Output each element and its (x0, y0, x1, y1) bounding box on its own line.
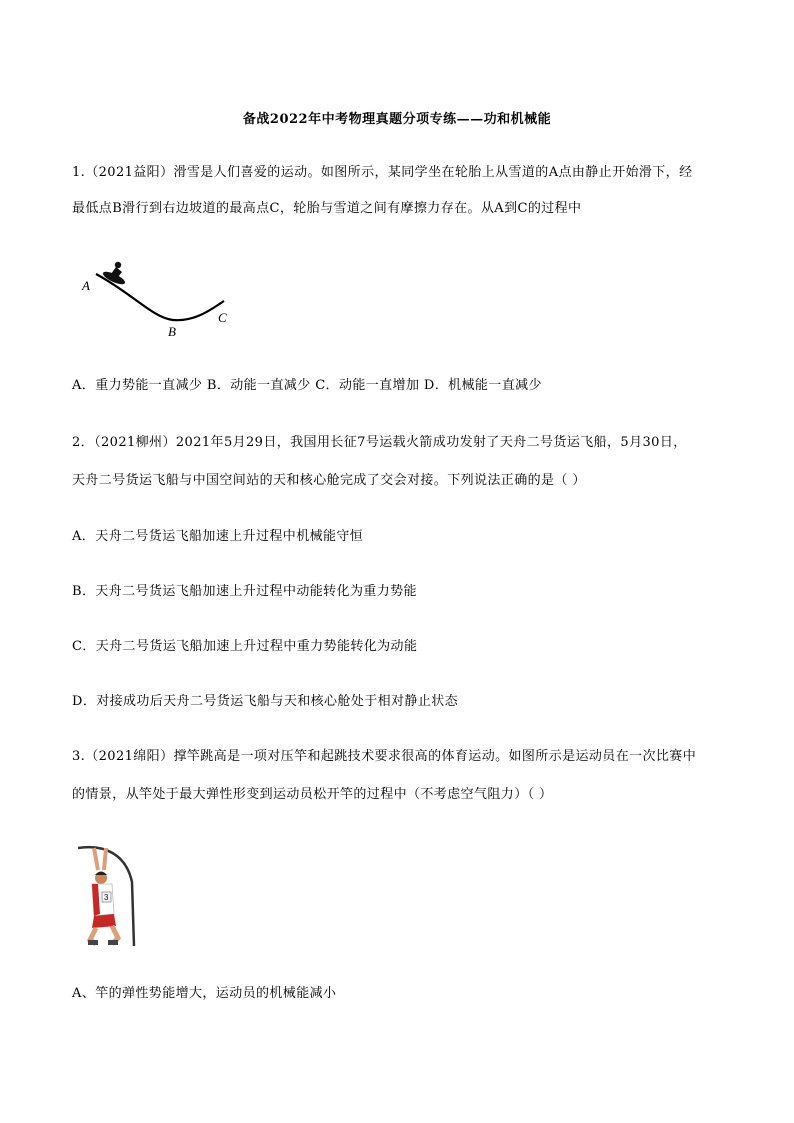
q1-text-line1: 1.（2021益阳）滑雪是人们喜爱的运动。如图所示，某同学坐在轮胎上从雪道的A点由静止开始滑下，经 (72, 165, 693, 180)
label-point-c: C (218, 310, 227, 325)
q3-text-line1: 3.（2021绵阳）撑竿跳高是一项对压竿和起跳技术要求很高的体育运动。如图所示是运动员在一次比赛中 (72, 749, 697, 764)
bib-number: 3 (104, 893, 109, 902)
q2-option-b: B．天舟二号货运飞船加速上升过程中动能转化为重力势能 (72, 584, 417, 599)
q2-option-a: A．天舟二号货运飞船加速上升过程中机械能守恒 (72, 529, 364, 544)
pole-vaulter-photo (74, 842, 136, 946)
q2-text-line2: 天舟二号货运飞船与中国空间站的天和核心舱完成了交会对接。下列说法正确的是（ ） (72, 473, 586, 488)
q3-option-a: A、竿的弹性势能增大，运动员的机械能减小 (72, 986, 337, 1001)
q1-text-line2: 最低点B滑行到右边坡道的最高点C，轮胎与雪道之间有摩擦力存在。从A到C的过程中 (72, 201, 582, 216)
q2-text-line1: 2．（2021柳州）2021年5月29日，我国用长征7号运载火箭成功发射了天舟二号货运飞船，5月30日， (72, 435, 687, 450)
skier-icon (101, 262, 126, 287)
q1-options: A．重力势能一直减少 B．动能一直减少 C．动能一直增加 D．机械能一直减少 (72, 378, 542, 393)
ski-slope-figure (78, 258, 238, 340)
label-point-a: A (82, 278, 90, 293)
q2-option-d: D．对接成功后天舟二号货运飞船与天和核心舱处于相对静止状态 (72, 694, 459, 709)
label-point-b: B (168, 324, 176, 339)
q2-option-c: C．天舟二号货运飞船加速上升过程中重力势能转化为动能 (72, 639, 418, 654)
document-title: 备战2022年中考物理真题分项专练——功和机械能 (242, 112, 552, 127)
q3-text-line2: 的情景，从竿处于最大弹性形变到运动员松开竿的过程中（不考虑空气阻力）（ ） (72, 787, 553, 802)
